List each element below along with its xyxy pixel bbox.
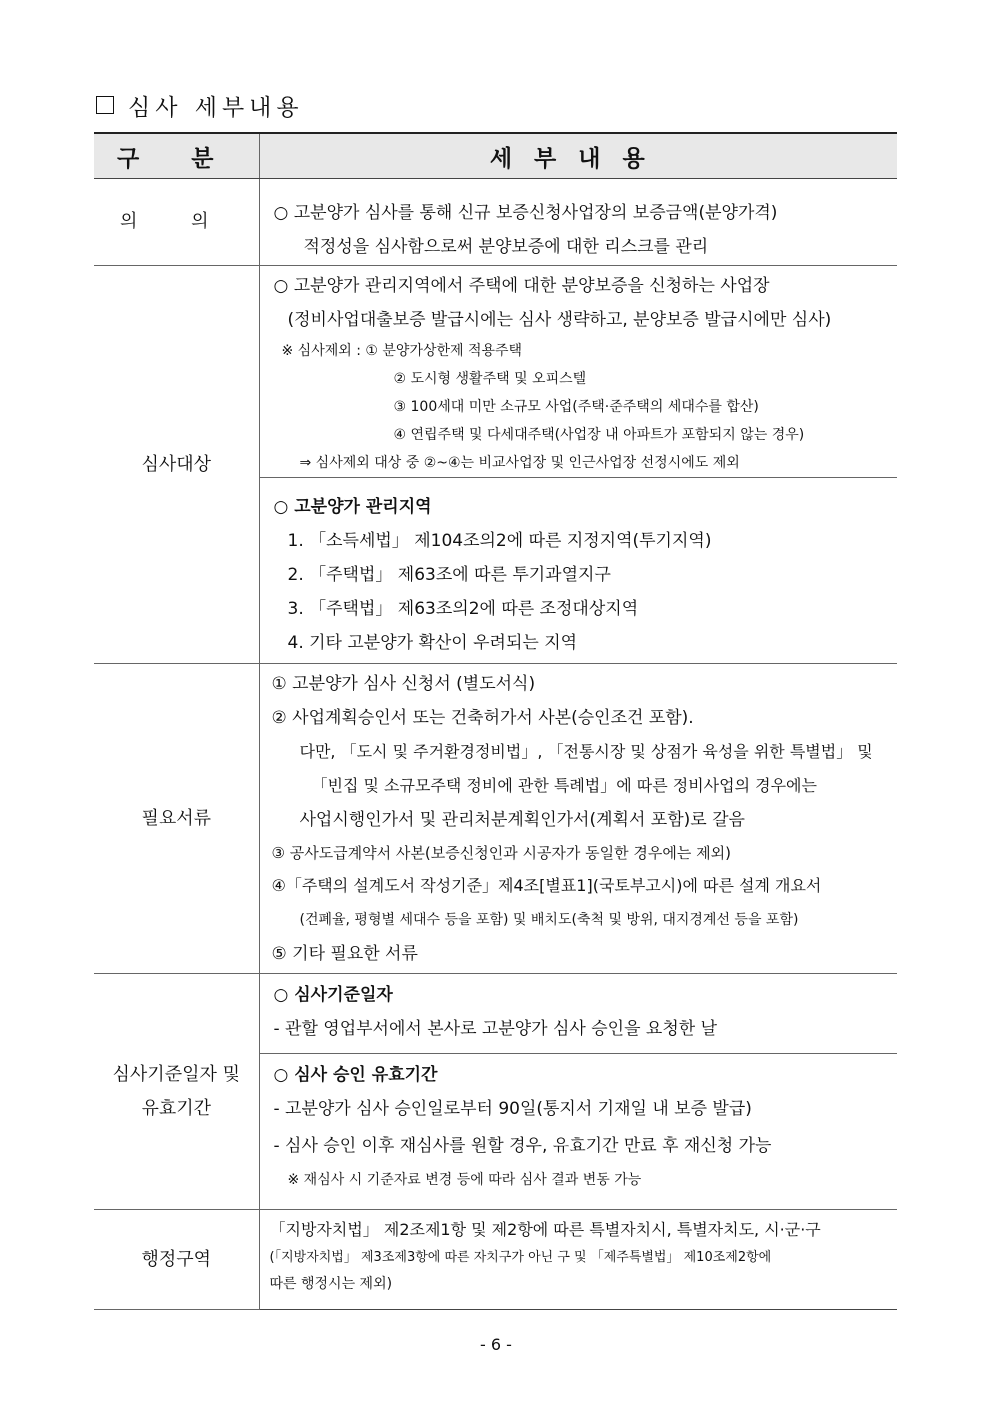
header-details: 세부내용 <box>259 133 897 179</box>
table-row-base-date <box>94 974 897 1210</box>
content-line: 따른 행정시는 제외) <box>269 1276 393 1292</box>
base-date-subblock-2 <box>260 1054 898 1209</box>
section-title: 심사 세부내용 <box>128 94 304 121</box>
content-line: ⑤ 기타 필요한 서류 <box>271 944 418 964</box>
content-line: ○ 심사기준일자 <box>273 985 393 1005</box>
content-line: ② 사업계획승인서 또는 건축허가서 사본(승인조건 포함). <box>271 708 694 728</box>
row-label-meaning: 의 의 <box>94 179 259 266</box>
content-line: 3. 「주택법」 제63조의2에 따른 조정대상지역 <box>287 599 639 619</box>
content-line: - 관할 영업부서에서 본사로 고분양가 심사 승인을 요청한 날 <box>273 1019 717 1039</box>
target-subblock-1 <box>260 266 898 478</box>
section-heading <box>96 88 304 122</box>
row-content-documents <box>259 664 897 974</box>
content-line: 다만, 「도시 및 주거환경정비법」, 「전통시장 및 상점가 육성을 위한 특별법」 및 <box>299 742 873 761</box>
content-line: ③ 100세대 미만 소규모 사업(주택·준주택의 세대수를 합산) <box>393 399 759 415</box>
content-line: ○ 심사 승인 유효기간 <box>273 1065 438 1085</box>
content-line: ○ 고분양가 관리지역에서 주택에 대한 분양보증을 신청하는 사업장 <box>273 276 770 296</box>
content-line: 「빈집 및 소규모주택 정비에 관한 특례법」에 따른 정비사업의 경우에는 <box>311 776 817 795</box>
table-row-documents <box>94 664 897 974</box>
table-header-row <box>94 133 897 179</box>
content-line: 4. 기타 고분양가 확산이 우려되는 지역 <box>287 633 578 653</box>
content-line: 「지방자치법」 제2조제1항 및 제2항에 따른 특별자치시, 특별자치도, 시·군·구 <box>269 1220 821 1239</box>
table-row-meaning <box>94 179 897 266</box>
row-label-target: 심사대상 <box>94 266 259 664</box>
content-line: 1. 「소득세법」 제104조의2에 따른 지정지역(투기지역) <box>287 531 712 551</box>
content-line: (정비사업대출보증 발급시에는 심사 생략하고, 분양보증 발급시에만 심사) <box>287 310 832 330</box>
target-subblock-2 <box>260 478 898 663</box>
checkbox-square-icon <box>96 96 114 114</box>
content-line: ② 도시형 생활주택 및 오피스텔 <box>393 371 587 387</box>
content-line: 2. 「주택법」 제63조에 따른 투기과열지구 <box>287 565 611 585</box>
content-line: ④「주택의 설계도서 작성기준」제4조[별표1](국토부고시)에 따른 설계 개요서 <box>271 876 822 895</box>
row-content-target <box>259 266 897 664</box>
row-label-documents: 필요서류 <box>94 664 259 974</box>
table-row-admin <box>94 1210 897 1310</box>
row-label-admin: 행정구역 <box>94 1210 259 1310</box>
row-content-base-date <box>259 974 897 1210</box>
content-line: ○ 고분양가 관리지역 <box>273 497 432 517</box>
row-label-base-date <box>94 974 259 1210</box>
table-row-target <box>94 266 897 664</box>
page-number: - 6 - <box>480 1335 512 1354</box>
label-line: 유효기간 <box>141 1097 212 1119</box>
content-line: ③ 공사도급계약서 사본(보증신청인과 시공자가 동일한 경우에는 제외) <box>271 844 731 862</box>
header-category: 구 분 <box>94 133 259 179</box>
content-line: (건폐율, 평형별 세대수 등을 포함) 및 배치도(축척 및 방위, 대지경계선 등을 포함) <box>299 912 799 928</box>
content-line: - 심사 승인 이후 재심사를 원할 경우, 유효기간 만료 후 재신청 가능 <box>273 1136 772 1156</box>
content-line: 사업시행인가서 및 관리처분계획인가서(계획서 포함)로 갈음 <box>299 810 745 830</box>
content-line: ① 고분양가 심사 신청서 (별도서식) <box>271 674 536 694</box>
row-content-admin <box>259 1210 897 1310</box>
label-line: 심사기준일자 및 <box>112 1063 240 1085</box>
base-date-subblock-1 <box>260 974 898 1054</box>
content-line: ○ 고분양가 심사를 통해 신규 보증신청사업장의 보증금액(분양가격) <box>273 203 778 223</box>
review-details-table <box>94 132 897 1310</box>
content-line: - 고분양가 심사 승인일로부터 90일(통지서 기재일 내 보증 발급) <box>273 1099 752 1119</box>
content-line: ※ 재심사 시 기준자료 변경 등에 따라 심사 결과 변동 가능 <box>287 1172 642 1188</box>
row-content-meaning <box>259 179 897 266</box>
content-line: (「지방자치법」 제3조제3항에 따른 자치구가 아닌 구 및 「제주특별법」 제10조제2항에 <box>269 1250 772 1265</box>
content-line: ⇒ 심사제외 대상 중 ②~④는 비교사업장 및 인근사업장 선정시에도 제외 <box>299 455 740 471</box>
content-line: ④ 연립주택 및 다세대주택(사업장 내 아파트가 포함되지 않는 경우) <box>393 427 805 443</box>
content-line: ※ 심사제외 : ① 분양가상한제 적용주택 <box>281 343 523 359</box>
content-line: 적정성을 심사함으로써 분양보증에 대한 리스크를 관리 <box>303 237 709 257</box>
